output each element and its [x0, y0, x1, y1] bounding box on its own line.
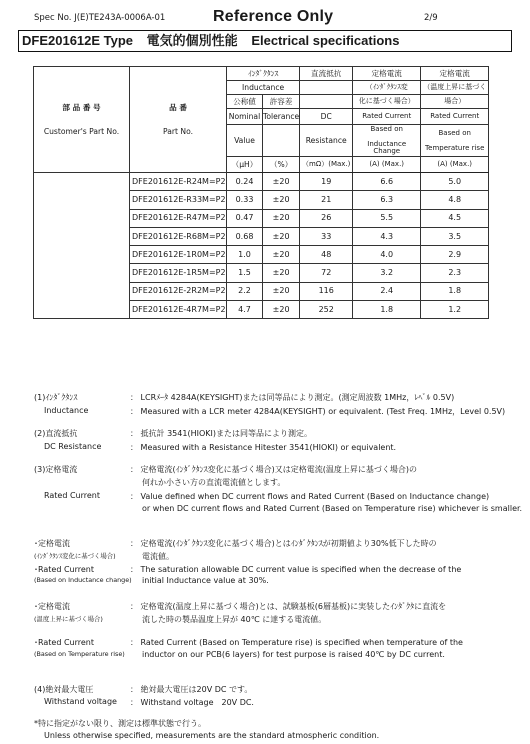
rc2-jp2: （温度上昇に基づく — [421, 81, 489, 95]
spec-table — [33, 66, 489, 319]
rc2-en2: Based on Temperature rise — [421, 125, 489, 157]
cell-nom: 0.68 — [227, 227, 263, 245]
cell-rc2: 4.5 — [421, 209, 489, 227]
cell-nom: 0.33 — [227, 191, 263, 209]
dc-header-jp: 直流抵抗 — [300, 67, 353, 81]
cell-part: DFE201612E-R47M=P2 — [130, 209, 227, 227]
cell-dc: 48 — [300, 246, 353, 264]
note4-jp2: (ｲﾝﾀﾞｸﾀﾝｽ変化に基づく場合) — [34, 552, 116, 560]
tolerance-jp: 許容差 — [263, 95, 300, 109]
note3-line1: ： 定格電流(ｲﾝﾀﾞｸﾀﾝｽ変化に基づく場合)又は定格電流(温度上昇に基づく場合)の — [130, 465, 418, 474]
note4-en2: (Based on Inductance change) — [34, 576, 132, 584]
cell-rc2: 1.2 — [421, 301, 489, 319]
rc1-jp3: 化に基づく場合） — [353, 95, 421, 109]
rated-current-2-jp: 定格電流 — [421, 67, 489, 81]
note2-jp: (2)直流抵抗 — [34, 429, 78, 438]
dc-en2: Resistance — [300, 125, 353, 157]
cell-dc: 72 — [300, 264, 353, 282]
cell-tol: ±20 — [263, 264, 300, 282]
note7-en: Withstand voltage — [44, 697, 117, 706]
note1-line1: ： LCRﾒｰﾀ 4284A(KEYSIGHT)または同等品により測定。(測定周波数 1MHz，ﾚﾍﾞﾙ 0.5V) — [130, 393, 455, 402]
cell-rc1: 5.5 — [353, 209, 421, 227]
nominal-en2: Value — [227, 125, 263, 157]
cell-rc2: 3.5 — [421, 227, 489, 245]
rc2-jp3: 場合） — [421, 95, 489, 109]
cell-rc1: 6.3 — [353, 191, 421, 209]
title-part: DFE201612E Type — [22, 33, 134, 48]
cell-rc2: 2.3 — [421, 264, 489, 282]
note6-line2: inductor on our PCB(6 layers) for test purpose is raised 40℃ by DC current. — [142, 650, 445, 659]
cell-tol: ±20 — [263, 227, 300, 245]
note2-line1: ： 抵抗計 3541(HIOKI)または同等品により測定。 — [130, 429, 312, 438]
dc-unit: （mΩ）(Max.) — [300, 157, 353, 173]
cell-tol: ±20 — [263, 209, 300, 227]
note2-en: DC Resistance — [44, 442, 102, 451]
nominal-en1: Nominal — [227, 109, 263, 125]
rc1-jp2: （ｲﾝﾀﾞｸﾀﾝｽ変 — [353, 81, 421, 95]
cell-nom: 2.2 — [227, 282, 263, 300]
cell-dc: 19 — [300, 173, 353, 191]
footnote-en: Unless otherwise specified, measurements are the standard atmospheric condition. — [44, 731, 380, 740]
footnote-jp: *特に指定がない限り、測定は標準状態で行う。 — [34, 719, 206, 728]
note3-jp: (3)定格電流 — [34, 465, 78, 474]
tolerance-en: Tolerance — [263, 109, 300, 125]
cell-nom: 0.24 — [227, 173, 263, 191]
note2-line2: ： Measured with a Resistance Hitester 3541(HIOKI) or equivalent. — [130, 443, 397, 452]
note3-line2: 何れか小さい方の直流電流値とします。 — [142, 478, 286, 487]
note3-line3: ： Value defined when DC current flows and Rated Current (Based on Inductance change) — [130, 492, 490, 501]
cell-rc1: 1.8 — [353, 301, 421, 319]
rc2-unit: (A) (Max.) — [421, 157, 489, 173]
dc-en: DC — [300, 109, 353, 125]
cell-rc1: 6.6 — [353, 173, 421, 191]
note7-jp: (4)絶対最大電圧 — [34, 685, 94, 694]
note5-line2: 流した時の製品温度上昇が 40℃ に達する電流値。 — [142, 615, 327, 624]
rc2-en1: Rated Current — [421, 109, 489, 125]
cell-rc2: 2.9 — [421, 246, 489, 264]
cell-part: DFE201612E-1R0M=P2 — [130, 246, 227, 264]
cell-nom: 4.7 — [227, 301, 263, 319]
customer-part-header: 部 品 番 号 Customer's Part No. — [34, 67, 130, 173]
cell-part: DFE201612E-R24M=P2 — [130, 173, 227, 191]
cell-tol: ±20 — [263, 246, 300, 264]
note7-line2: ： Withstand voltage 20V DC. — [130, 698, 254, 707]
note7-line1: ： 絶対最大電圧は20V DC です。 — [130, 685, 253, 694]
note6-line1: ： Rated Current (Based on Temperature rise) is specified when temperature of the — [130, 638, 463, 647]
rated-current-1-jp: 定格電流 — [353, 67, 421, 81]
rc1-en1: Rated Current — [353, 109, 421, 125]
note4-line1: ： 定格電流(ｲﾝﾀﾞｸﾀﾝｽ変化に基づく場合)とはｲﾝﾀﾞｸﾀﾝｽが初期値より30%低下した時の — [130, 539, 437, 548]
cell-rc2: 4.8 — [421, 191, 489, 209]
cell-nom: 0.47 — [227, 209, 263, 227]
note6-en: ･Rated Current — [34, 638, 95, 647]
note4-line3: ： The saturation allowable DC current value is specified when the decrease of the — [130, 565, 462, 574]
nominal-jp: 公称値 — [227, 95, 263, 109]
cell-rc2: 5.0 — [421, 173, 489, 191]
page-number: 2/9 — [424, 13, 438, 23]
cell-dc: 21 — [300, 191, 353, 209]
note1-line2: ： Measured with a LCR meter 4284A(KEYSIGHT) or equivalent. (Test Freq. 1MHz，Level 0.5V) — [130, 407, 506, 416]
note4-en: ･Rated Current — [34, 565, 95, 574]
cell-dc: 26 — [300, 209, 353, 227]
title-jp: 電気的個別性能 — [146, 33, 238, 48]
note5-line1: ： 定格電流(温度上昇に基づく場合)とは、試験基板(6層基板)に実装したｲﾝﾀﾞｸﾀに直流を — [130, 602, 447, 611]
inductance-header: ｲﾝﾀﾞｸﾀﾝｽ — [227, 67, 300, 81]
table-row — [34, 173, 489, 191]
rc1-en2: Based on Inductance Change — [353, 125, 421, 157]
inductance-en: Inductance — [227, 81, 300, 95]
reference-only-label: Reference Only — [213, 8, 334, 25]
cell-tol: ±20 — [263, 282, 300, 300]
cell-tol: ±20 — [263, 301, 300, 319]
note1-en: Inductance — [44, 406, 89, 415]
cell-nom: 1.5 — [227, 264, 263, 282]
cell-nom: 1.0 — [227, 246, 263, 264]
cell-rc1: 2.4 — [353, 282, 421, 300]
cell-rc1: 4.3 — [353, 227, 421, 245]
nominal-unit: （μH） — [227, 157, 263, 173]
note4-line2: 電流値。 — [142, 552, 174, 561]
note1-jp: (1)ｲﾝﾀﾞｸﾀﾝｽ — [34, 393, 78, 402]
note3-en: Rated Current — [44, 491, 101, 500]
customer-part-cells — [34, 173, 130, 319]
cell-rc1: 4.0 — [353, 246, 421, 264]
rc1-unit: (A) (Max.) — [353, 157, 421, 173]
cell-dc: 116 — [300, 282, 353, 300]
cell-part: DFE201612E-2R2M=P2 — [130, 282, 227, 300]
part-no-header: 品 番 Part No. — [130, 67, 227, 173]
title-en: Electrical specifications — [251, 33, 400, 48]
tolerance-unit: （%） — [263, 157, 300, 173]
cell-dc: 252 — [300, 301, 353, 319]
cell-rc2: 1.8 — [421, 282, 489, 300]
note6-en2: (Based on Temperature rise) — [34, 650, 125, 658]
cell-rc1: 3.2 — [353, 264, 421, 282]
cell-tol: ±20 — [263, 173, 300, 191]
cell-part: DFE201612E-4R7M=P2 — [130, 301, 227, 319]
note4-jp: ･定格電流 — [34, 539, 70, 548]
cell-part: DFE201612E-R33M=P2 — [130, 191, 227, 209]
spec-number: Spec No. J(E)TE243A-0006A-01 — [34, 13, 166, 23]
cell-dc: 33 — [300, 227, 353, 245]
cell-part: DFE201612E-R68M=P2 — [130, 227, 227, 245]
note5-jp2: (温度上昇に基づく場合) — [34, 615, 103, 623]
page-title — [18, 30, 512, 52]
cell-tol: ±20 — [263, 191, 300, 209]
note4-line4: initial Inductance value at 30%. — [142, 576, 269, 585]
note3-line4: or when DC current flows and Rated Current (Based on Temperature rise) whichever is smaller. — [142, 504, 523, 513]
cell-part: DFE201612E-1R5M=P2 — [130, 264, 227, 282]
note5-jp: ･定格電流 — [34, 602, 70, 611]
